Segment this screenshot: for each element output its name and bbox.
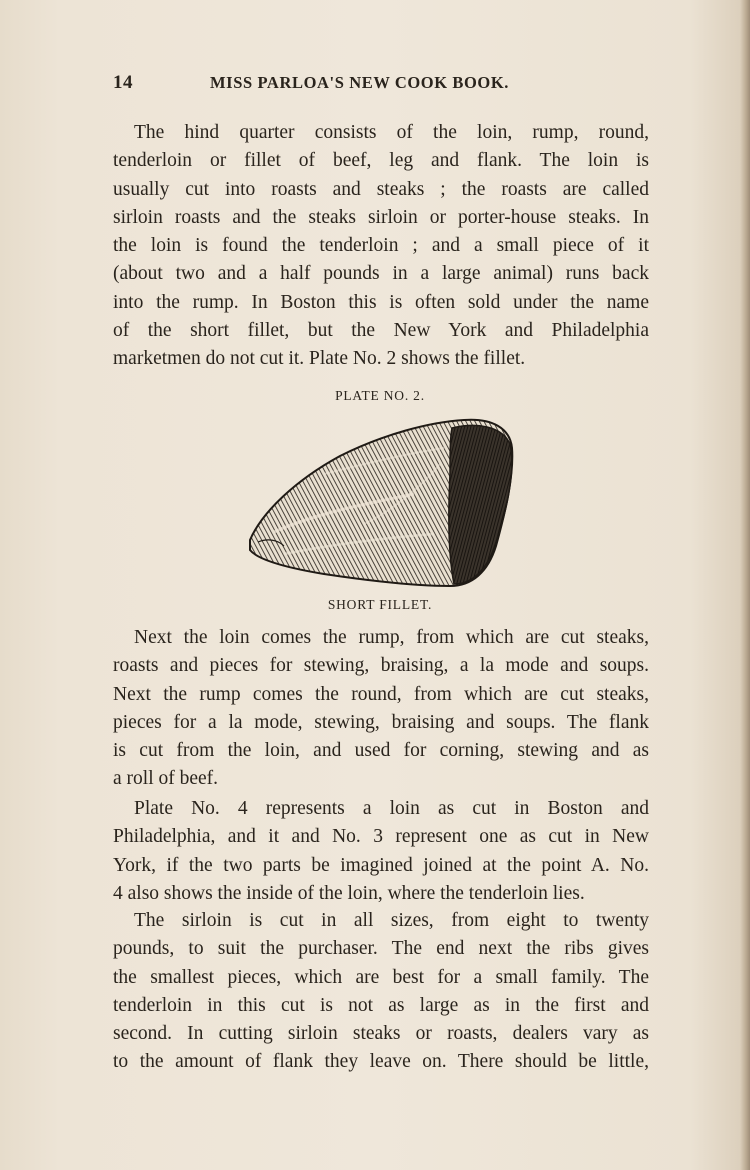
text-line: The sirloin is cut in all sizes, from eight to twenty <box>134 910 649 931</box>
text-line: is cut from the loin, and used for corning, stewing and as <box>113 740 649 762</box>
text-line: pieces for a la mode, stewing, braising and soups. The flank <box>113 711 649 733</box>
page-number: 14 <box>113 72 133 93</box>
text-line: marketmen do not cut it. Plate No. 2 shows the fillet. <box>113 348 526 370</box>
text-line: pounds, to suit the purchaser. The end next the ribs gives <box>113 938 649 960</box>
text-line: Next the rump comes the round, from which are cut steaks, <box>113 683 649 705</box>
text-line: the loin is found the tenderloin ; and a small piece of it <box>113 235 649 257</box>
text-line: (about two and a half pounds in a large animal) runs back <box>113 263 649 285</box>
text-line: Philadelphia, and it and No. 3 represent one as cut in New <box>113 826 649 848</box>
text-line: tenderloin or fillet of beef, leg and flank. The loin is <box>113 150 649 172</box>
page-header <box>113 72 553 98</box>
text-line: 4 also shows the inside of the loin, where the tenderloin lies. <box>113 882 585 904</box>
text-line: second. In cutting sirloin steaks or roasts, dealers vary as <box>113 1023 649 1045</box>
text-line: into the rump. In Boston this is often sold under the name <box>113 291 649 313</box>
text-line: usually cut into roasts and steaks ; the roasts are called <box>113 178 649 200</box>
text-line: of the short fillet, but the New York and Philadelphia <box>113 320 649 342</box>
plate-caption: SHORT FILLET. <box>327 597 433 612</box>
text-line: The hind quarter consists of the loin, rump, round, <box>134 122 649 143</box>
page-edge-shadow <box>740 0 750 1170</box>
text-line: York, if the two parts be imagined joined at the point A. No. <box>113 854 649 876</box>
text-line: tenderloin in this cut is not as large as in the first and <box>113 994 649 1016</box>
paragraph-plate-four <box>113 795 649 908</box>
text-line: to the amount of flank they leave on. There should be little, <box>113 1051 649 1073</box>
paragraph-sirloin <box>113 907 649 1077</box>
text-line: sirloin roasts and the steaks sirloin or porter-house steaks. In <box>113 206 649 228</box>
text-line: Next the loin comes the rump, from which are cut steaks, <box>134 627 649 648</box>
plate-label: PLATE NO. 2. <box>335 388 425 403</box>
short-fillet-illustration <box>244 414 516 592</box>
text-line: Plate No. 4 represents a loin as cut in Boston and <box>134 798 649 819</box>
paragraph-hind-quarter <box>113 119 649 374</box>
paragraph-rump-round <box>113 624 649 794</box>
text-line: the smallest pieces, which are best for a small family. The <box>113 966 649 988</box>
text-line: roasts and pieces for stewing, braising, a la mode and soups. <box>113 655 649 677</box>
running-title: MISS PARLOA'S NEW COOK BOOK. <box>210 73 510 92</box>
text-line: a roll of beef. <box>113 768 219 790</box>
